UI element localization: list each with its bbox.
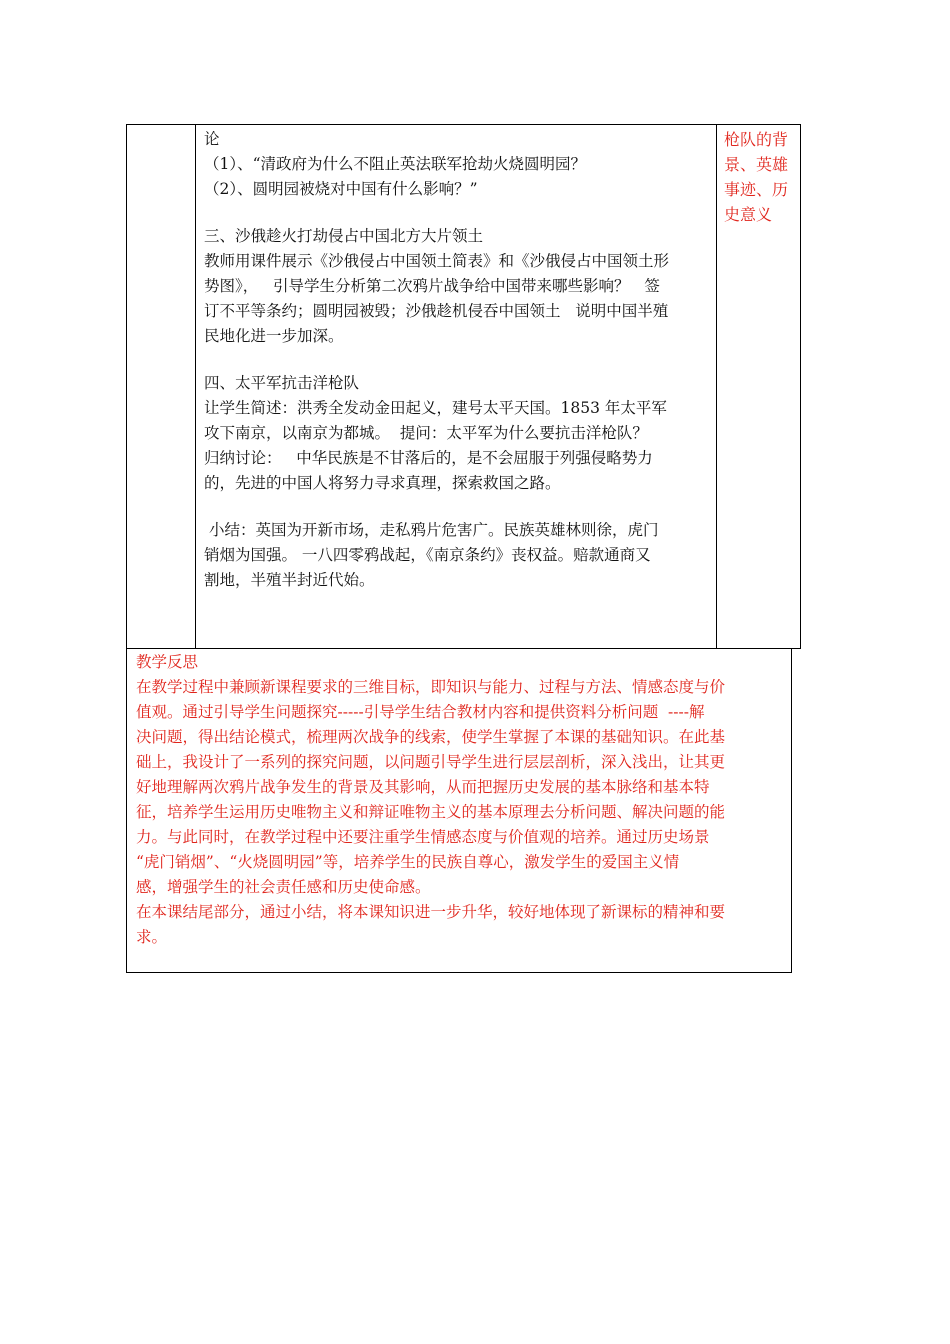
lesson-line: 让学生简述：洪秀全发动金田起义，建号太平天国。1853 年太平军 xyxy=(204,399,667,417)
lesson-line: （1）、“清政府为什么不阻止英法联军抢劫火烧圆明园？ xyxy=(204,155,587,173)
lesson-line: 民地化进一步加深。 xyxy=(204,327,344,345)
lesson-content xyxy=(204,127,714,593)
reflection-line: 征，培养学生运用历史唯物主义和辩证唯物主义的基本原理去分析问题、解决问题的能 xyxy=(136,803,726,821)
reflection-line: 力。与此同时，在教学过程中还要注重学生情感态度与价值观的培养。通过历史场景 xyxy=(136,828,710,846)
lesson-line: （2）、圆明园被烧对中国有什么影响？” xyxy=(204,180,478,198)
lesson-line: 归纳讨论： 中华民族是不甘落后的，是不会屈服于列强侵略势力 xyxy=(204,449,653,467)
lesson-line: 教师用课件展示《沙俄侵占中国领土简表》和《沙俄侵占中国领土形 xyxy=(204,252,670,270)
reflection-line: 求。 xyxy=(136,928,168,946)
reflection-line: 好地理解两次鸦片战争发生的背景及其影响，从而把握历史发展的基本脉络和基本特 xyxy=(136,778,710,796)
reflection-content xyxy=(136,650,788,950)
side-note-line: 枪队的背 xyxy=(724,130,789,149)
side-note-line: 景、英雄 xyxy=(724,155,789,174)
side-note-line: 史意义 xyxy=(724,205,773,224)
side-note-line: 事迹、历 xyxy=(724,180,789,199)
table-divider-left xyxy=(195,124,196,649)
lesson-line: 攻下南京，以南京为都城。 提问：太平军为什么要抗击洋枪队？ xyxy=(204,424,648,442)
side-note xyxy=(724,127,798,227)
table-divider-right xyxy=(716,124,717,649)
lesson-line: 论 xyxy=(204,130,220,148)
reflection-line: 在教学过程中兼顾新课程要求的三维目标，即知识与能力、过程与方法、情感态度与价 xyxy=(136,678,726,696)
reflection-line: 础上，我设计了一系列的探究问题，以问题引导学生进行层层剖析，深入浅出，让其更 xyxy=(136,753,726,771)
section-heading: 三、沙俄趁火打劫侵占中国北方大片领土 xyxy=(204,227,484,245)
reflection-line: 值观。通过引导学生问题探究-----引导学生结合教材内容和提供资料分析问题 ----解 xyxy=(136,703,705,721)
lesson-line: 的，先进的中国人将努力寻求真理，探索救国之路。 xyxy=(204,474,561,492)
summary-line: 割地，半殖半封近代始。 xyxy=(204,571,375,589)
reflection-title: 教学反思 xyxy=(136,653,199,671)
lesson-line: 势图》， 引导学生分析第二次鸦片战争给中国带来哪些影响？ 签 xyxy=(204,277,660,295)
summary-line: 销烟为国强。 一八四零鸦战起，《南京条约》丧权益。赔款通商又 xyxy=(204,546,651,564)
lesson-line: 订不平等条约；圆明园被毁；沙俄趁机侵吞中国领土 说明中国半殖 xyxy=(204,302,669,320)
section-heading: 四、太平军抗击洋枪队 xyxy=(204,374,360,392)
reflection-line: 感，增强学生的社会责任感和历史使命感。 xyxy=(136,878,431,896)
reflection-line: 在本课结尾部分，通过小结，将本课知识进一步升华，较好地体现了新课标的精神和要 xyxy=(136,903,726,921)
summary-line: 小结：英国为开新市场，走私鸦片危害广。民族英雄林则徐，虎门 xyxy=(204,521,659,539)
reflection-line: “虎门销烟”、“火烧圆明园”等，培养学生的民族自尊心，激发学生的爱国主义情 xyxy=(136,853,680,871)
reflection-line: 决问题，得出结论模式，梳理两次战争的线索，使学生掌握了本课的基础知识。在此基 xyxy=(136,728,726,746)
